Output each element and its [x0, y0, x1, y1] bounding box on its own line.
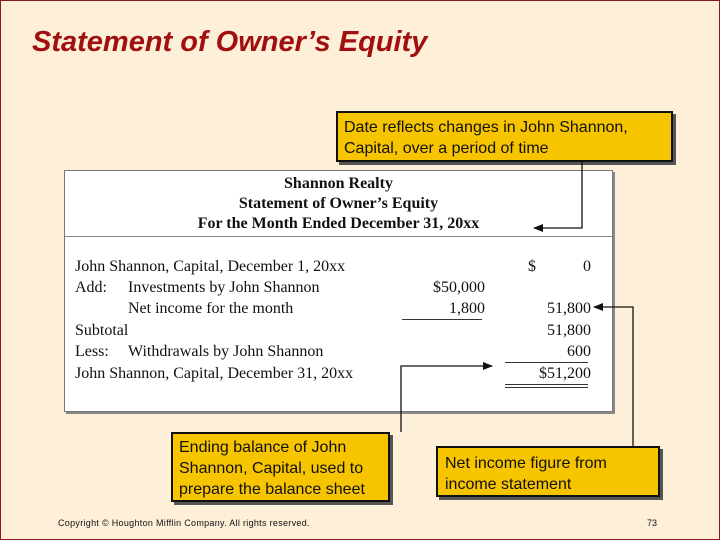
row-label: Net income for the month: [128, 300, 294, 317]
row-label: Withdrawals by John Shannon: [128, 343, 324, 360]
date-callout-line-1: Date reflects changes in John Shannon,: [344, 119, 628, 136]
company-name: Shannon Realty: [284, 175, 393, 192]
row-dollar-sign: $: [528, 258, 536, 275]
statement-period: For the Month Ended December 31, 20xx: [197, 215, 480, 232]
row-mid-amount: $50,000: [433, 279, 485, 296]
row-amount: 51,800: [547, 322, 591, 339]
ending-balance-line-3: prepare the balance sheet: [179, 481, 365, 498]
net-income-line-2: income statement: [445, 476, 572, 493]
row-prefix: Less:: [75, 343, 109, 360]
net-income-arrow: [594, 307, 633, 446]
copyright-footer: Copyright © Houghton Mifflin Company. All rights reserved.: [58, 518, 310, 528]
ending-balance-line-1: Ending balance of John: [179, 439, 347, 456]
row-label: John Shannon, Capital, December 31, 20xx: [75, 365, 354, 382]
statement-name: Statement of Owner’s Equity: [238, 195, 439, 212]
row-label: Subtotal: [75, 322, 129, 339]
row-label: Investments by John Shannon: [128, 279, 320, 296]
row-amount: 600: [567, 343, 591, 360]
net-income-line-1: Net income figure from: [445, 455, 607, 472]
ending-balance-arrow: [401, 366, 492, 432]
ending-balance-line-2: Shannon, Capital, used to: [179, 460, 364, 477]
row-amount: 0: [583, 258, 591, 275]
date-callout-line-2: Capital, over a period of time: [344, 140, 549, 157]
row-prefix: Add:: [75, 279, 107, 296]
row-mid-amount: 1,800: [449, 300, 485, 317]
date-callout-arrow: [534, 162, 582, 228]
row-amount: $51,200: [539, 365, 591, 382]
slide-title: Statement of Owner’s Equity: [32, 26, 428, 58]
page-number: 73: [647, 518, 658, 528]
row-label: John Shannon, Capital, December 1, 20xx: [75, 258, 346, 275]
row-amount: 51,800: [547, 300, 591, 317]
